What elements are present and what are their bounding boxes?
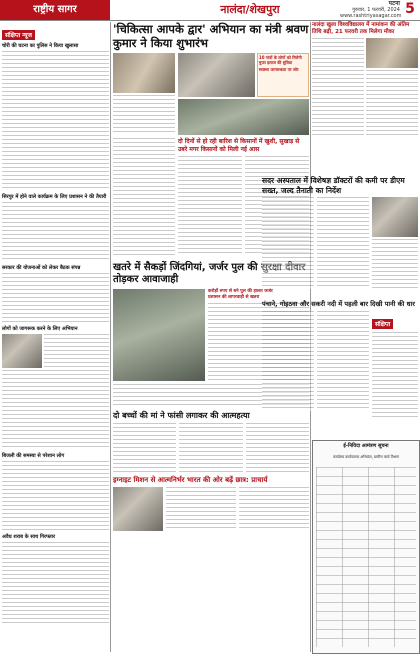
article-text [366,70,418,138]
flood-highlight: प्रशासन की लापरवाही से खतरा [208,295,260,300]
highlight-item: स्वास्थ्य जागरूकता पर जोर [258,67,299,72]
article-text [2,370,109,450]
ad-table [316,467,416,647]
left-column [2,22,109,652]
article-text [317,197,369,289]
news-photo [366,38,418,68]
region-title: नालंदा/शेखपुरा [220,3,280,16]
ad-subtitle: कार्यालय कार्यपालक अभियंता, ग्रामीण कार्य विभाग [332,455,400,459]
article-text [312,38,364,138]
left-headline-5: बिजली की समस्या से परेशान लोग [2,453,65,459]
article-text [2,542,109,626]
column-divider [110,22,111,652]
flood-headline: खतरे में सैकड़ों जिंदगियां, जर्जर पुल की सुरक्षा दीवार तोड़कर आवाजाही [113,262,306,285]
article-text [178,156,242,256]
article-text [2,51,109,191]
article-text [317,311,369,411]
article-text [113,95,175,135]
news-photo [178,53,255,97]
article-text [2,461,109,531]
page-number: 5 [405,1,415,17]
article-text [262,311,314,411]
bridge-photo [113,289,205,381]
sub-headline: दो दिनों से हो रही बारिश से किसानों में खुशी, सुखाड़ से उबरे मगर किसानों को मिली नई आस [178,138,300,153]
hospital-story [262,176,418,289]
news-photo [113,487,163,531]
flood-highlight: करोड़ों रुपए से बने पुल की हालत जर्जर [208,289,273,294]
section-title: राष्ट्रीय सागर [0,0,110,20]
right-headline-2: सदर अस्पताल में विशेषज्ञ डॉक्टरों की कमी पर डीएम सख्त, जल्द तैनाती का निर्देश [262,176,405,195]
article-text [113,423,176,473]
news-photo [2,334,42,368]
article-text [179,423,242,473]
left-headline-3: सरकार की योजनाओं को लेकर बैठक संपन्न [2,265,81,271]
briefs-label: संक्षिप्त न्यूज [2,30,35,40]
river-story [262,300,418,420]
edition-website: www.rashtriyasagar.com [340,13,402,19]
brief-label: संक्षिप्त [372,319,393,329]
lower-headline: दो बच्चों की मां ने फांसी लगाकर की आत्महत्या [113,411,250,420]
left-headline-6: अवैध शराब के साथ गिरफ्तार [2,534,55,540]
edition-date: गुरुवार, 1 फरवरी, 2024 [352,7,400,13]
article-text [246,423,309,473]
left-headline-4: लोगों को जागरूक करने के लिए अभियान [2,326,78,332]
masthead [0,0,420,21]
article-text [262,197,314,289]
news-photo [372,197,418,237]
news-photo [178,99,309,135]
edition-city: पटना [388,0,400,7]
article-text [44,334,109,368]
article-text [166,487,236,531]
article-text [372,239,418,289]
right-headline-1: नालंदा खुला विश्वविद्यालय में नामांकन की अंतिम तिथि बढ़ी, 21 फरवरी तक मिलेगा मौका [312,22,410,35]
news-photo [113,53,175,93]
article-text [372,332,418,420]
article-text [113,138,175,258]
highlights-box [257,53,309,97]
right-headline-3: पंचाने, गोइठवा और सकरी नदी में पहली बार दिखी पानी की धार [262,300,415,308]
tender-advertisement [312,440,420,654]
main-headline: 'चिकित्सा आपके द्वार' अभियान का मंत्री श्रवण कुमार ने किया शुभारंभ [113,22,309,50]
left-headline-1: चोरी की घटना का पुलिस ने किया खुलासा [2,43,79,49]
article-text [239,487,309,531]
ad-title: ई-निविदा आमंत्रण सूचना [343,443,389,449]
highlight-item: 10 गांवों के लोगों को मिलेगी मुफ्त इलाज की सुविधा [258,55,302,65]
article-text [2,273,109,323]
article-text [2,202,109,262]
bottom-headline: इग्नाइट मिशन से आत्मनिर्भर भारत की ओर बढ़ें छात्र: प्राचार्य [113,476,268,484]
left-headline-2: सिरपुर में होने वाले कार्यक्रम के लिए प्रशासन ने की तैयारी [2,194,107,200]
edition-info [340,1,400,19]
